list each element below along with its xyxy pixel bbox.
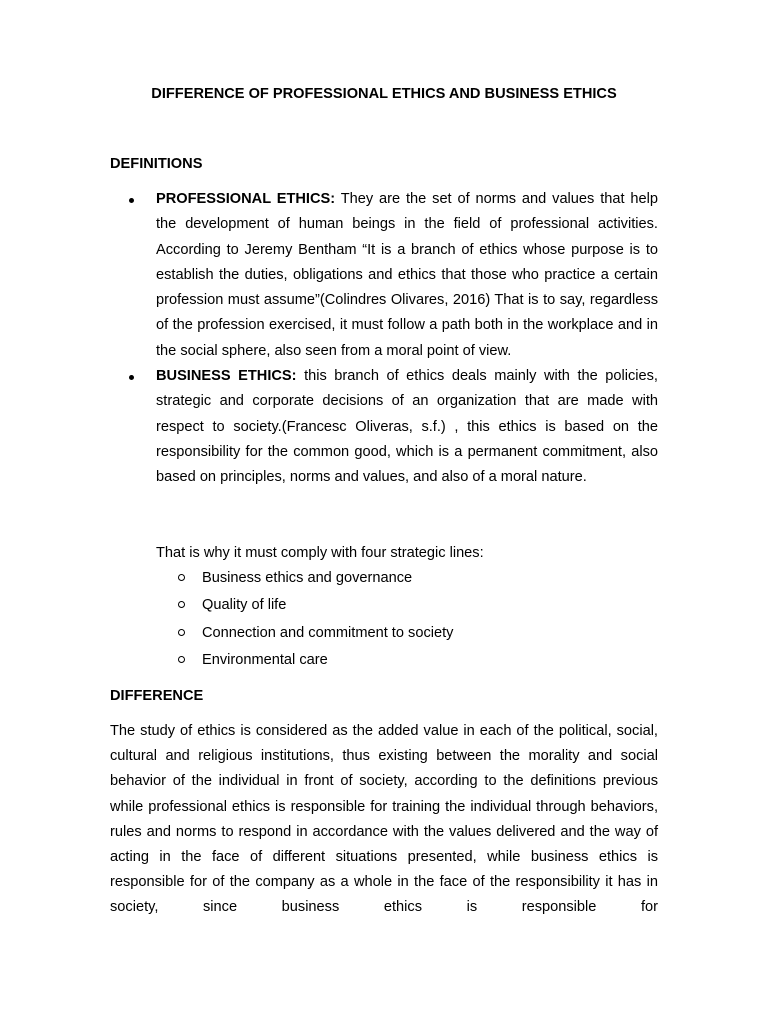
difference-paragraph: The study of ethics is considered as the added value in each of the political, social, cultural and religious institutions, thus existing between the morality and social behavior of the individual in front of society, according to the definitions previous while professional ethics is responsible for training the individual through behaviors, rules and norms to respond in accordance with the values delivered and the way of acting in the face of different situations presented, while business ethics is responsible for of the company as a whole in the face of the responsibility it has in society, since business ethics is responsible for: [110, 723, 658, 916]
list-item: [156, 650, 453, 677]
list-item: [156, 568, 453, 595]
strategic-lines-list: [156, 568, 453, 678]
list-item-label: Business ethics and governance: [202, 570, 413, 586]
definitions-heading: DEFINITIONS: [110, 156, 203, 172]
list-item-label: Connection and commitment to society: [202, 624, 454, 641]
hollow-bullet-icon: [178, 656, 185, 663]
difference-heading: DIFFERENCE: [110, 688, 204, 704]
definition-term: PROFESSIONAL ETHICS:: [156, 191, 336, 207]
definitions-list: [110, 187, 658, 491]
bullet-icon: [129, 198, 134, 203]
hollow-bullet-icon: [178, 629, 185, 636]
definition-item-professional-ethics: [110, 187, 658, 364]
definition-text: They are the set of norms and values that help the development of human beings in the field of professional activities. According to Jeremy Bentham “It is a branch of ethics whose purpose is to establish the duties, obligations and ethics that those who practice a certain profession must assume”(Colindres Olivares, 2016) That is to say, regardless of the profession exercised, it must follow a path both in the workplace and in the social sphere, also seen from a moral point of view.: [156, 191, 658, 359]
list-item: [156, 595, 453, 622]
definition-item-business-ethics: [110, 364, 658, 490]
definition-term: BUSINESS ETHICS:: [156, 368, 297, 385]
hollow-bullet-icon: [178, 574, 185, 581]
document-title: DIFFERENCE OF PROFESSIONAL ETHICS AND BUSINESS ETHICS: [151, 86, 617, 102]
list-item: [156, 623, 453, 650]
list-item-label: Environmental care: [202, 652, 328, 669]
definition-text: this branch of ethics deals mainly with the policies, strategic and corporate decisions of an organization that are made with respect to society.(Francesc Oliveras, s.f.) , this ethics is based on the responsibility for the common good, which is a permanent commitment, also based on principles, norms and values, and also of a moral nature.: [156, 368, 658, 486]
strategic-lines-intro: That is why it must comply with four strategic lines:: [156, 545, 484, 561]
hollow-bullet-icon: [178, 601, 185, 608]
bullet-icon: [129, 375, 134, 380]
list-item-label: Quality of life: [202, 597, 287, 614]
